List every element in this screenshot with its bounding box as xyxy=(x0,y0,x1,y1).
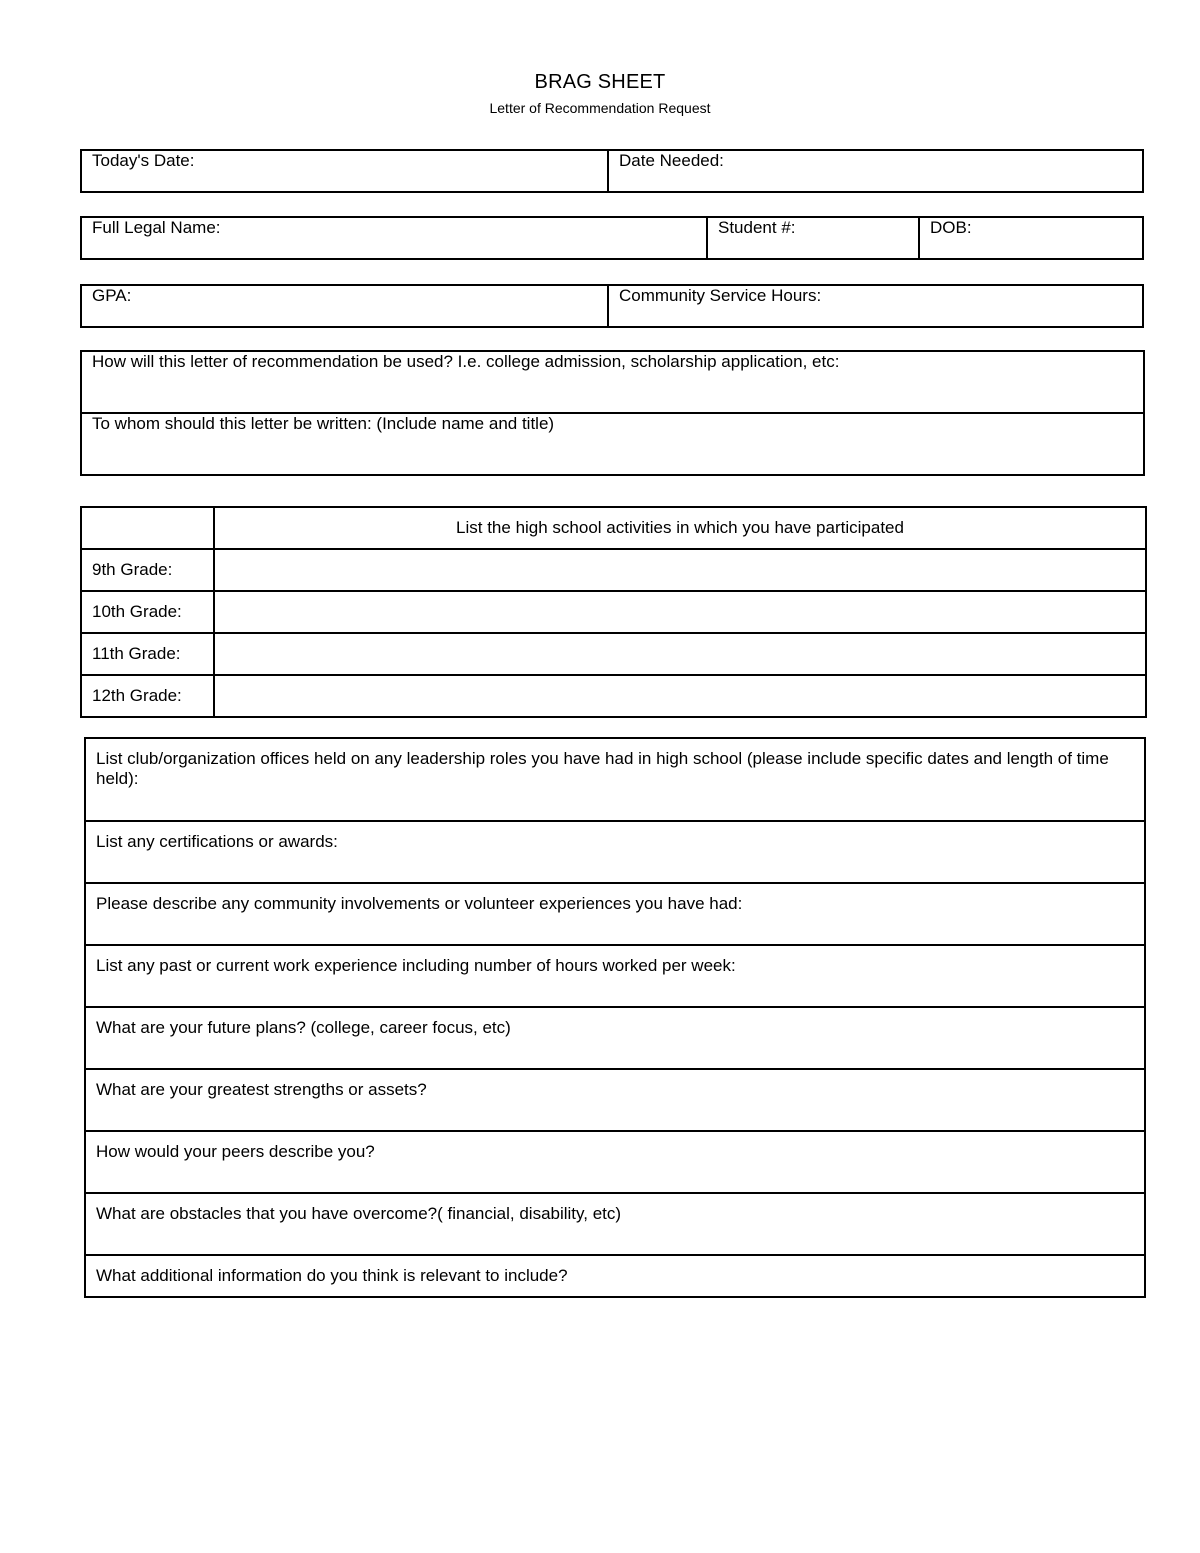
date-needed-field[interactable]: Date Needed: xyxy=(608,150,1143,192)
dob-field[interactable]: DOB: xyxy=(919,217,1143,259)
certifications-awards-field[interactable]: List any certifications or awards: xyxy=(85,821,1145,883)
grade-12-activities-field[interactable] xyxy=(214,675,1146,717)
full-legal-name-field[interactable]: Full Legal Name: xyxy=(81,217,707,259)
activities-table xyxy=(80,506,1147,718)
grade-label: 11th Grade: xyxy=(81,633,214,675)
student-number-field[interactable]: Student #: xyxy=(707,217,919,259)
strengths-field[interactable]: What are your greatest strengths or assets? xyxy=(85,1069,1145,1131)
letter-usage-field[interactable]: How will this letter of recommendation be used? I.e. college admission, scholarship application, etc: xyxy=(81,351,1144,413)
grade-label: 10th Grade: xyxy=(81,591,214,633)
grade-label: 12th Grade: xyxy=(81,675,214,717)
gpa-table xyxy=(80,284,1144,328)
grade-label: 9th Grade: xyxy=(81,549,214,591)
activities-header: List the high school activities in which you have participated xyxy=(214,507,1146,549)
page-subtitle: Letter of Recommendation Request xyxy=(489,100,711,116)
community-service-hours-field[interactable]: Community Service Hours: xyxy=(608,285,1143,327)
peer-description-field[interactable]: How would your peers describe you? xyxy=(85,1131,1145,1193)
grade-9-activities-field[interactable] xyxy=(214,549,1146,591)
todays-date-field[interactable]: Today's Date: xyxy=(81,150,608,192)
grade-11-activities-field[interactable] xyxy=(214,633,1146,675)
questions-table xyxy=(84,737,1146,1298)
grade-10-activities-field[interactable] xyxy=(214,591,1146,633)
page-title: BRAG SHEET xyxy=(534,71,666,93)
dates-table xyxy=(80,149,1144,193)
letter-addressee-field[interactable]: To whom should this letter be written: (Include name and title) xyxy=(81,413,1144,475)
activities-corner-cell xyxy=(81,507,214,549)
community-involvement-field[interactable]: Please describe any community involvements or volunteer experiences you have had: xyxy=(85,883,1145,945)
leadership-roles-field[interactable]: List club/organization offices held on any leadership roles you have had in high school (please include specific dates and length of time held): xyxy=(85,738,1145,821)
work-experience-field[interactable]: List any past or current work experience including number of hours worked per week: xyxy=(85,945,1145,1007)
gpa-field[interactable]: GPA: xyxy=(81,285,608,327)
future-plans-field[interactable]: What are your future plans? (college, career focus, etc) xyxy=(85,1007,1145,1069)
obstacles-field[interactable]: What are obstacles that you have overcome?( financial, disability, etc) xyxy=(85,1193,1145,1255)
identity-table xyxy=(80,216,1144,260)
additional-info-field[interactable]: What additional information do you think is relevant to include? xyxy=(85,1255,1145,1297)
letter-usage-table xyxy=(80,350,1145,476)
